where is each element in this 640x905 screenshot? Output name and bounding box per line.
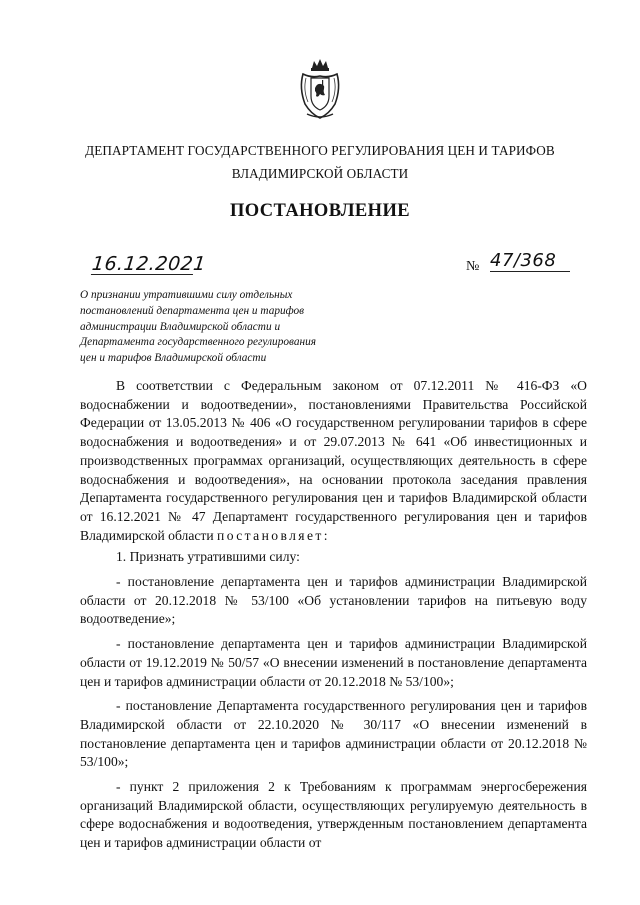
handwritten-date: 16.12.2021 bbox=[90, 253, 208, 275]
subject-line: Департамента государственного регулирования bbox=[80, 336, 316, 349]
department-name-line1: ДЕПАРТАМЕНТ ГОСУДАРСТВЕННОГО РЕГУЛИРОВАНИЯ ЦЕН И ТАРИФОВ bbox=[85, 143, 555, 158]
item-1-sub-4: - пункт 2 приложения 2 к Требованиям к программам энергосбережения организаций Владимирской области, осуществляющих регулируемую деятельность в сфере водоснабжения и водоотведения, утвержденным постановлением департамента цен и тарифов администрации области от bbox=[80, 779, 587, 851]
department-name-line2: ВЛАДИМИРСКОЙ ОБЛАСТИ bbox=[231, 166, 409, 181]
document-subject bbox=[80, 288, 350, 367]
preamble-text: В соответствии с Федеральным законом от 07.12.2011 № 416-ФЗ «О водоснабжении и водоотведении», постановлениями Правительства Российской Федерации от 13.05.2013 № 406 «О государственном регулировании тарифов в сфере водоснабжения и водоотведения» и от 29.07.2013 № 641 «Об инвестиционных и производственных программах организаций, осуществляющих деятельность в сфере водоснабжения и водоотведения», на основании протокола заседания правления Департамента государственного регулирования цен и тарифов Владимирской области от 16.12.2021 № 47 Департамент государственного регулирования цен и тарифов Владимирской области bbox=[80, 378, 587, 543]
subject-line: администрации Владимирской области и bbox=[80, 320, 281, 333]
item-1-sub-1: - постановление департамента цен и тарифов администрации Владимирской области от 20.12.2018 № 53/100 «Об установлении тарифов на питьевую воду водоотведение»; bbox=[80, 574, 587, 627]
item-1: 1. Признать утратившими силу: bbox=[116, 549, 300, 565]
preamble-paragraph bbox=[80, 377, 587, 545]
item-1-sub-2: - постановление департамента цен и тарифов администрации Владимирской области от 19.12.2019 № 50/57 «О внесении изменений в постановление департамента цен и тарифов администрации области от 20.12.2018 № 53/100»; bbox=[80, 636, 587, 689]
handwritten-number: 47/368 bbox=[490, 251, 570, 272]
resolves-word: постановляет: bbox=[217, 527, 330, 543]
subject-line: О признании утратившими силу отдельных bbox=[80, 289, 293, 301]
subject-line: цен и тарифов Владимирской области bbox=[80, 352, 267, 365]
coat-of-arms-icon bbox=[297, 58, 343, 122]
document-type-title: ПОСТАНОВЛЕНИЕ bbox=[229, 201, 410, 221]
subject-line: постановлений департамента цен и тарифов bbox=[80, 304, 305, 317]
document-body bbox=[80, 377, 587, 853]
item-1-sub-3: - постановление Департамента государственного регулирования цен и тарифов Владимирской области от 22.10.2020 № 30/117 «О внесении изменений в постановление департамента цен и тарифов администрации области от 20.12.2018 № 53/100»; bbox=[80, 698, 587, 770]
number-label: № bbox=[466, 259, 480, 274]
